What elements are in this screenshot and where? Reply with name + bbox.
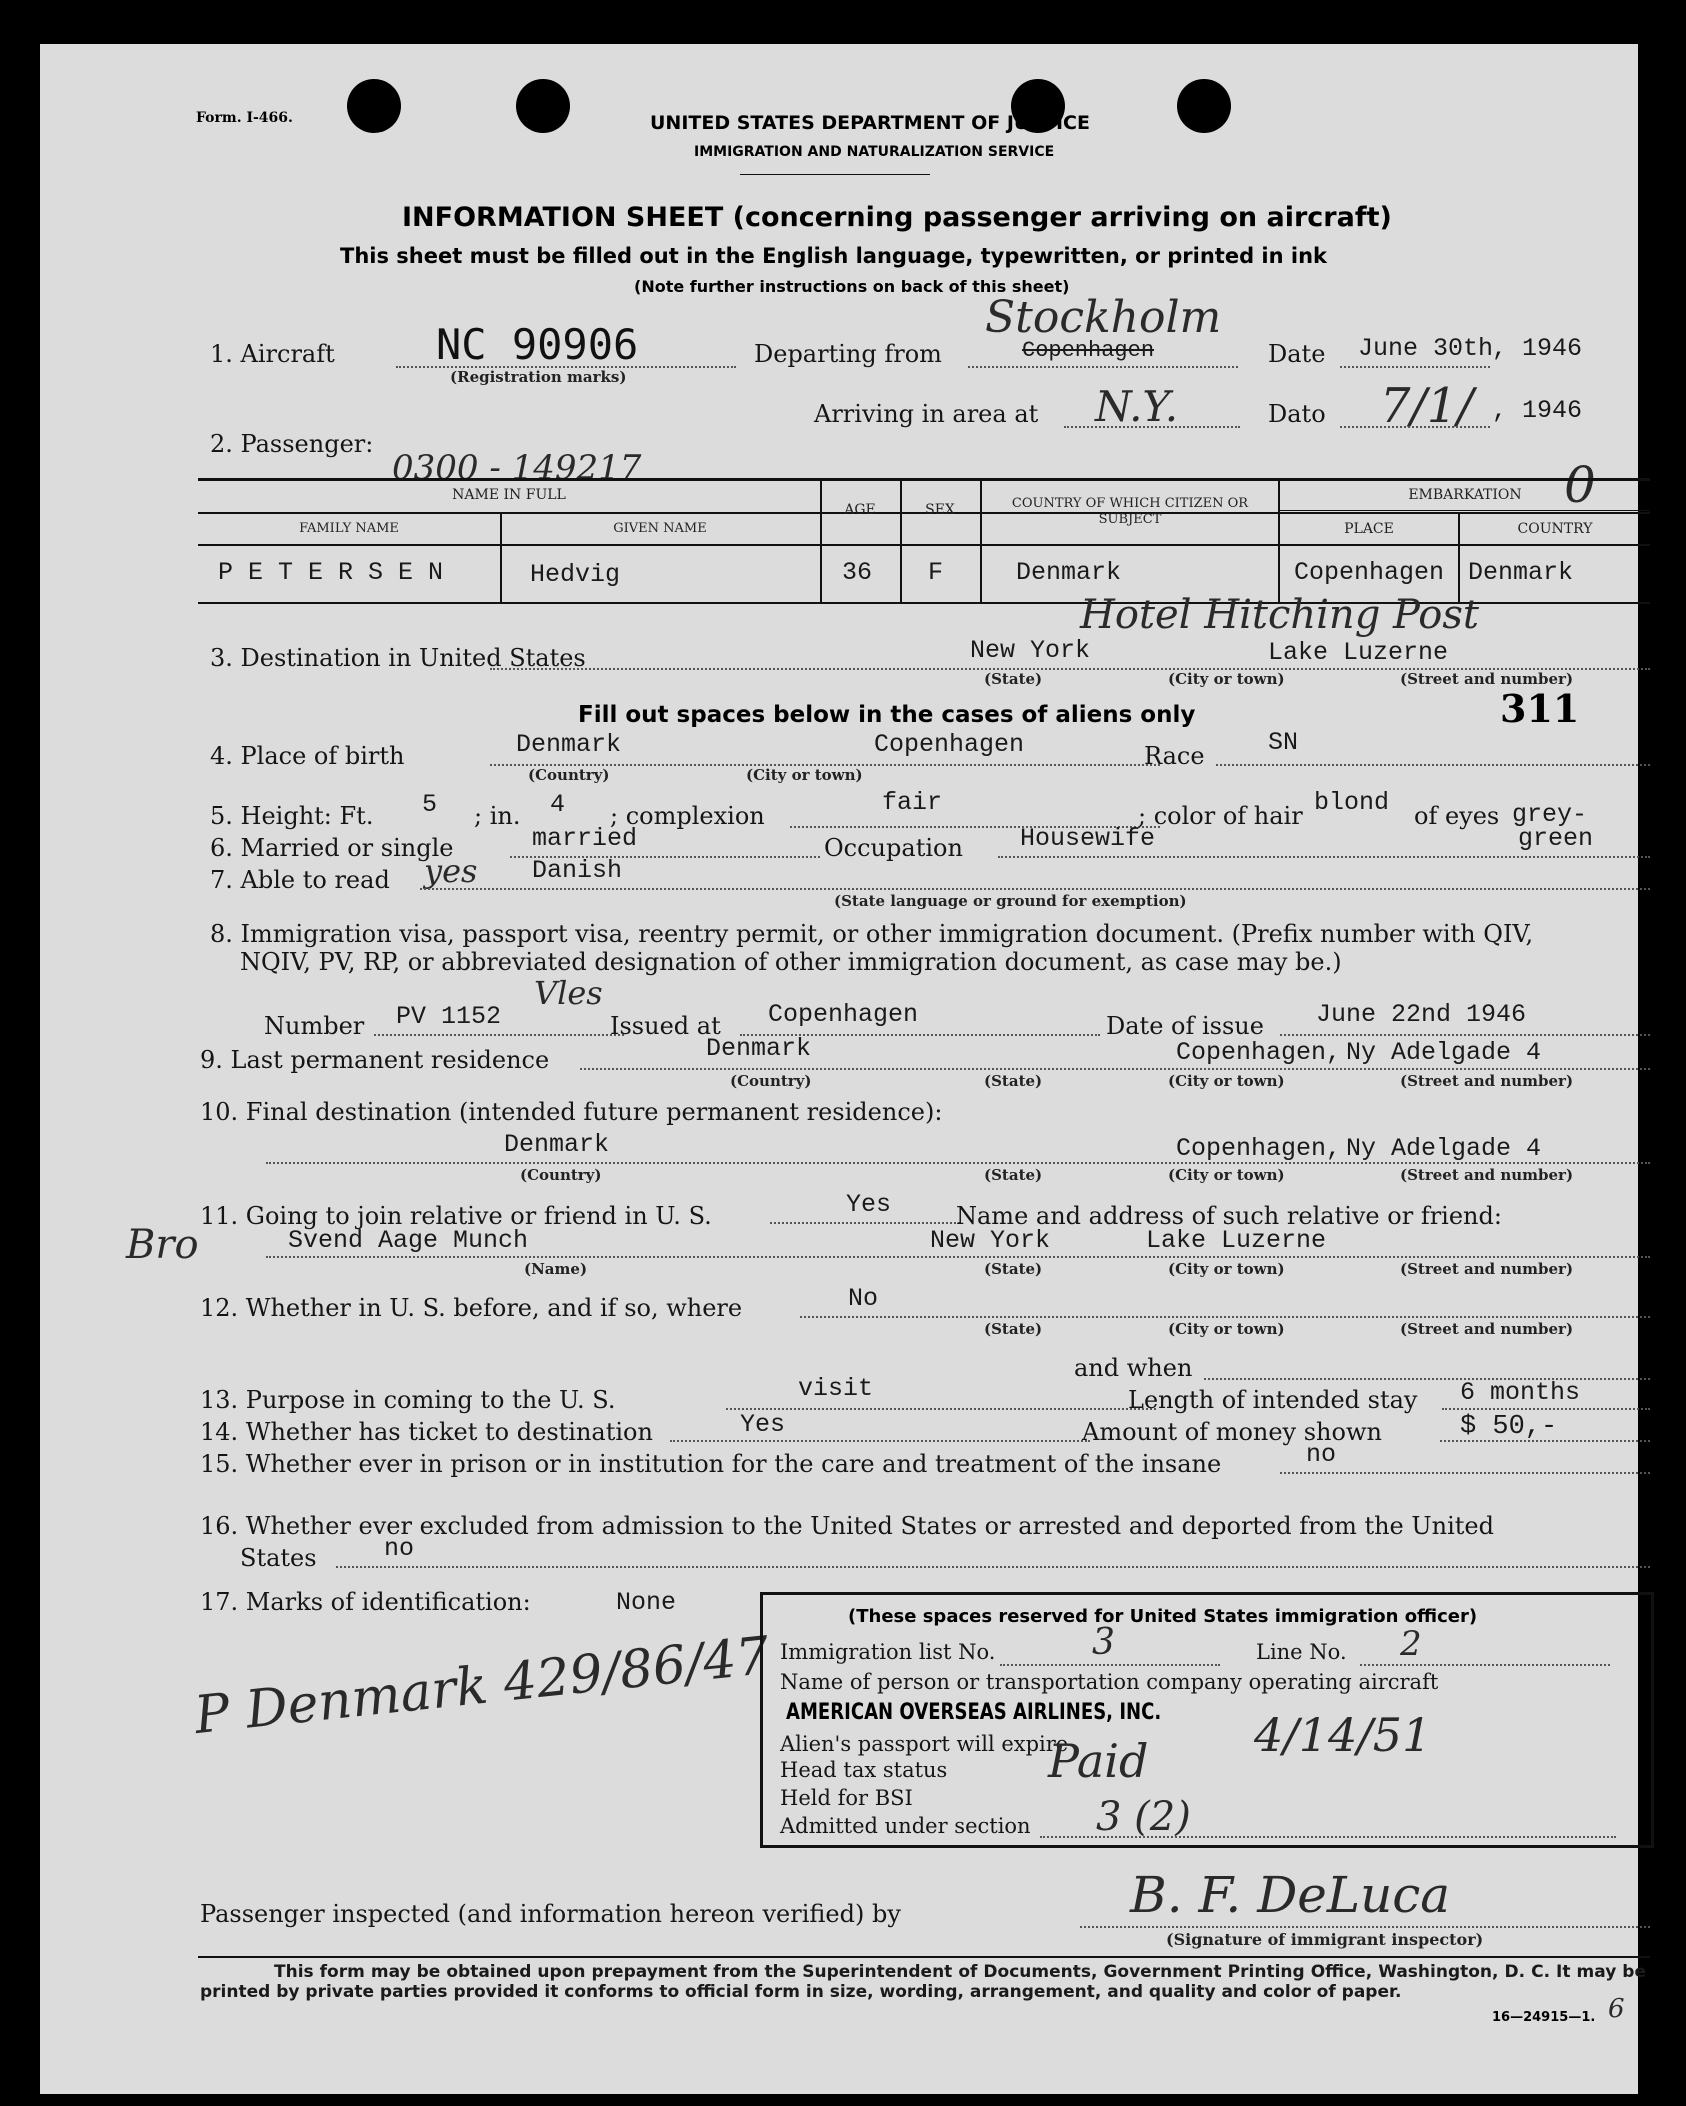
marks-handwritten: P Denmark 429/86/47 [191, 1625, 773, 1746]
sex-value: F [928, 558, 944, 587]
excluded-label-2: States [240, 1544, 317, 1572]
stay-line [1442, 1408, 1650, 1410]
last-residence-city: Copenhagen, [1176, 1038, 1342, 1067]
departing-handwritten: Stockholm [985, 292, 1222, 343]
occupation-label: Occupation [824, 834, 963, 862]
prison-answer: no [1306, 1440, 1337, 1469]
arriving-label: Arriving in area at [814, 400, 1039, 428]
caption-state: (State) [984, 1260, 1043, 1278]
line-no-label: Line No. [1256, 1640, 1347, 1664]
relative-line [266, 1256, 1650, 1258]
table-rule [198, 544, 1650, 546]
height-in-label: ; in. [474, 802, 521, 830]
prison-line [1280, 1472, 1650, 1474]
operator-stamp: AMERICAN OVERSEAS AIRLINES, INC. [786, 1700, 1162, 1725]
admitted-label: Admitted under section [780, 1814, 1031, 1838]
relative-address-label: Name and address of such relative or friend: [956, 1202, 1502, 1230]
officer-box-heading: (These spaces reserved for United States immigration officer) [848, 1606, 1478, 1627]
arrival-date-line [1340, 426, 1490, 428]
race-line [1216, 764, 1650, 766]
document-text-1: 8. Immigration visa, passport visa, reentry permit, or other immigration document. (Prefix number with QIV, [210, 920, 1534, 948]
bsi-label: Held for BSI [780, 1786, 913, 1810]
form-sheet [40, 44, 1646, 2094]
inspector-signature: B. F. DeLuca [1130, 1866, 1451, 1924]
th-given-name: GIVEN NAME [613, 521, 707, 536]
previous-visit-answer: No [848, 1284, 879, 1313]
purpose-value: visit [798, 1374, 874, 1403]
money-line [1440, 1440, 1650, 1442]
given-name: Hedvig [530, 560, 621, 589]
signature-line [1080, 1926, 1650, 1928]
married-label: 6. Married or single [210, 834, 454, 862]
th-name-in-full: NAME IN FULL [452, 487, 566, 503]
departing-line [968, 366, 1238, 368]
caption-city: (City or town) [1168, 1320, 1285, 1338]
join-relative-label: 11. Going to join relative or friend in U. S. [200, 1202, 712, 1230]
date-of-issue: June 22nd 1946 [1316, 1000, 1527, 1029]
caption-city: (City or town) [1168, 1260, 1285, 1278]
last-residence-label: 9. Last permanent residence [200, 1046, 550, 1074]
document-text-2: NQIV, PV, RP, or abbreviated designation of other immigration document, as case may be.) [240, 948, 1342, 976]
th-embarkation: EMBARKATION [1408, 487, 1522, 503]
caption-state: (State) [984, 1320, 1043, 1338]
department-name: UNITED STATES DEPARTMENT OF JUSTICE [650, 112, 1090, 134]
dato-label: Dato [1268, 400, 1326, 428]
last-residence-country: Denmark [706, 1034, 812, 1063]
and-when-line [1204, 1378, 1650, 1380]
list-line [1000, 1664, 1220, 1666]
table-top-rule [198, 478, 1650, 481]
instructions-note: (Note further instructions on back of this sheet) [634, 277, 1070, 296]
caption-state: (State) [984, 1166, 1043, 1184]
caption-city: (City or town) [1168, 1166, 1285, 1184]
date-of-issue-label: Date of issue [1106, 1012, 1264, 1040]
height-ft: 5 [422, 790, 438, 819]
purpose-label: 13. Purpose in coming to the U. S. [200, 1386, 616, 1414]
and-when-label: and when [1074, 1354, 1193, 1382]
caption-street: (Street and number) [1400, 1320, 1574, 1338]
caption-city: (City or town) [746, 766, 863, 784]
previous-visit-label: 12. Whether in U. S. before, and if so, where [200, 1294, 743, 1322]
final-city: Copenhagen, [1176, 1134, 1342, 1163]
aircraft-registration: NC 90906 [436, 320, 639, 369]
final-street: Ny Adelgade 4 [1346, 1134, 1542, 1163]
th-place: PLACE [1344, 521, 1394, 537]
money-value: $ 50,- [1460, 1412, 1558, 1442]
doc-handwritten: Vles [534, 974, 603, 1012]
previous-visit-line [800, 1316, 1650, 1318]
relative-margin-note: Bro [126, 1222, 199, 1268]
final-destination-label: 10. Final destination (intended future permanent residence): [200, 1098, 943, 1126]
relative-city: Lake Luzerne [1146, 1226, 1327, 1255]
read-language: Danish [532, 856, 623, 885]
married-value: married [532, 824, 638, 853]
caption-country: (Country) [520, 1166, 602, 1184]
passenger-label: 2. Passenger: [210, 430, 374, 458]
doc-number-line [374, 1034, 624, 1036]
prison-label: 15. Whether ever in prison or in institution for the care and treatment of the insane [200, 1450, 1222, 1478]
doc-number: PV 1152 [396, 1002, 502, 1031]
page-subtitle: This sheet must be filled out in the English language, typewritten, or printed in ink [340, 244, 1327, 268]
signature-caption: (Signature of immigrant inspector) [1166, 1930, 1484, 1949]
th-embark-country: COUNTRY [1517, 521, 1593, 537]
immigration-list-no: 3 [1092, 1622, 1115, 1663]
registration-caption: (Registration marks) [450, 368, 627, 386]
join-relative-line [770, 1222, 960, 1224]
eyes-value-2: green [1518, 824, 1594, 853]
excluded-answer: no [384, 1534, 415, 1563]
marks-answer: None [616, 1588, 677, 1617]
ticket-line [670, 1440, 1090, 1442]
arrival-date: 7/1/ [1380, 378, 1474, 434]
passport-expiry: 4/14/51 [1254, 1708, 1432, 1762]
punch-hole [516, 79, 570, 133]
punch-hole [347, 79, 401, 133]
page-title: INFORMATION SHEET (concerning passenger arriving on aircraft) [402, 202, 1392, 233]
eyes-label: of eyes [1414, 802, 1500, 830]
admitted-line [1040, 1836, 1616, 1838]
caption-country: (Country) [528, 766, 610, 784]
head-tax-label: Head tax status [780, 1758, 948, 1782]
issued-at-label: Issued at [610, 1012, 721, 1040]
read-label: 7. Able to read [210, 866, 390, 894]
join-relative-answer: Yes [846, 1190, 892, 1219]
footer-rule [198, 1956, 1650, 1958]
caption-city: (City or town) [1168, 1072, 1285, 1090]
occupation-value: Housewife [1020, 824, 1156, 853]
form-number: Form. I-466. [196, 110, 293, 126]
arrival-year: , 1946 [1492, 396, 1583, 425]
family-name: P E T E R S E N [218, 558, 444, 587]
footer-text: This form may be obtained upon prepayment from the Superintendent of Documents, Government Printing Office, Washington, D. C. It may be printed by private parties provided it conforms to official form in size, wording, arrangement, and quality and color of paper. [200, 1962, 1646, 2002]
citizenship-value: Denmark [1016, 558, 1122, 587]
race-label: Race [1144, 742, 1205, 770]
stay-value: 6 months [1460, 1378, 1581, 1407]
destination-label: 3. Destination in United States [210, 644, 586, 672]
destination-state: New York [970, 636, 1091, 665]
th-age: AGE [844, 502, 876, 518]
doi-line [1280, 1034, 1650, 1036]
caption-country: (Country) [730, 1072, 812, 1090]
read-caption: (State language or ground for exemption) [834, 892, 1187, 910]
destination-hotel: Hotel Hitching Post [1080, 592, 1479, 638]
excluded-label-1: 16. Whether ever excluded from admission to the United States or arrested and deported from the United [200, 1512, 1494, 1540]
table-col [820, 480, 822, 602]
punch-hole [1177, 79, 1231, 133]
departing-typed: Copenhagen [1022, 338, 1155, 363]
final-country: Denmark [504, 1130, 610, 1159]
table-col [900, 480, 902, 602]
th-family-name: FAMILY NAME [299, 521, 399, 536]
service-name: IMMIGRATION AND NATURALIZATION SERVICE [694, 144, 1055, 160]
aircraft-label: 1. Aircraft [210, 340, 335, 368]
caption-state: (State) [984, 1072, 1043, 1090]
th-country-citizen: COUNTRY OF WHICH CITIZEN OR SUBJECT [1011, 496, 1249, 527]
header-rule [740, 174, 930, 175]
read-line [420, 888, 1650, 890]
departing-label: Departing from [754, 340, 942, 368]
excluded-line [336, 1566, 1650, 1568]
purpose-line [726, 1408, 1156, 1410]
last-residence-street: Ny Adelgade 4 [1346, 1038, 1542, 1067]
destination-city: Lake Luzerne [1268, 638, 1449, 667]
issued-at: Copenhagen [768, 1000, 919, 1029]
hair-label: ; color of hair [1138, 802, 1303, 830]
date-label: Date [1268, 340, 1326, 368]
height-in: 4 [550, 790, 566, 819]
height-ft-label: 5. Height: Ft. [210, 802, 374, 830]
corner-mark: 0 [1564, 456, 1596, 514]
line-no-line [1360, 1664, 1610, 1666]
relative-name: Svend Aage Munch [288, 1226, 529, 1255]
birth-country: Denmark [516, 730, 622, 759]
footer-code: 16—24915—1. [1492, 2010, 1596, 2025]
caption-state: (State) [984, 670, 1043, 688]
birthplace-label: 4. Place of birth [210, 742, 405, 770]
ticket-label: 14. Whether has ticket to destination [200, 1418, 653, 1446]
embark-country: Denmark [1468, 558, 1574, 587]
table-col [980, 480, 982, 602]
caption-street: (Street and number) [1400, 1166, 1574, 1184]
admitted-section: 3 (2) [1096, 1794, 1191, 1840]
caption-street: (Street and number) [1400, 1072, 1574, 1090]
line-no: 2 [1400, 1624, 1422, 1664]
passport-label: Alien's passport will expire [780, 1732, 1069, 1756]
birth-city: Copenhagen [874, 730, 1025, 759]
operator-label: Name of person or transportation company operating aircraft [780, 1670, 1439, 1694]
caption-city: (City or town) [1168, 670, 1285, 688]
page-mark: 6 [1608, 1994, 1625, 2024]
age-value: 36 [842, 558, 873, 587]
marks-label: 17. Marks of identification: [200, 1588, 531, 1616]
complexion-value: fair [882, 788, 943, 817]
read-handwritten: yes [424, 852, 478, 890]
race-value: SN [1268, 728, 1299, 757]
stamp-number: 311 [1500, 686, 1580, 731]
arriving-place: N.Y. [1095, 382, 1179, 431]
th-sex: SEX [925, 502, 955, 518]
hair-value: blond [1314, 788, 1390, 817]
ticket-answer: Yes [740, 1410, 786, 1439]
aliens-heading: Fill out spaces below in the cases of aliens only [578, 702, 1196, 728]
eyes-value-1: grey- [1512, 800, 1588, 829]
last-residence-line [580, 1068, 1650, 1070]
inspection-label: Passenger inspected (and information hereon verified) by [200, 1900, 901, 1928]
final-destination-line [266, 1162, 1650, 1164]
caption-street: (Street and number) [1400, 1260, 1574, 1278]
money-label: Amount of money shown [1082, 1418, 1382, 1446]
caption-name: (Name) [524, 1260, 588, 1278]
stay-label: Length of intended stay [1128, 1386, 1418, 1414]
immigration-list-label: Immigration list No. [780, 1640, 996, 1664]
departure-year: , 1946 [1492, 334, 1583, 363]
complexion-label: ; complexion [610, 802, 765, 830]
caption-street: (Street and number) [1400, 670, 1574, 688]
date-line [1340, 366, 1490, 368]
arriving-line [1064, 426, 1240, 428]
departure-date: June 30th [1358, 334, 1494, 363]
occupation-line [998, 856, 1650, 858]
embark-place: Copenhagen [1294, 558, 1445, 587]
passenger-number: 0300 - 149217 [392, 448, 642, 488]
relative-state: New York [930, 1226, 1051, 1255]
head-tax-value: Paid [1048, 1734, 1149, 1788]
table-rule [1280, 510, 1650, 511]
doc-number-label: Number [264, 1012, 365, 1040]
